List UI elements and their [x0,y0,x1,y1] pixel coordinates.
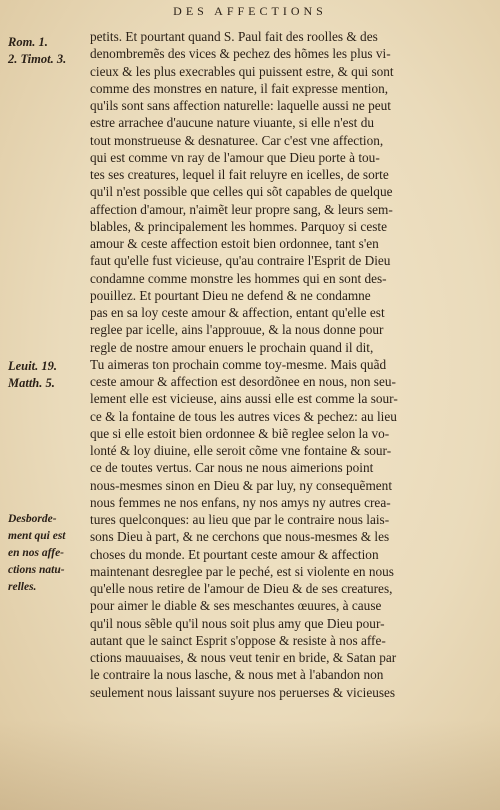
text-line: tures quelconques: au lieu que par le contraire nous lais- [90,512,390,527]
margin-note-desbordement [8,511,66,596]
text-line: comme des monstres en nature, il fait expresse mention, [90,80,389,96]
text-line: le contraire la nous lasche, & nous met à l'abandon non [90,667,384,683]
margin-note-line: Leuit. 19. [8,359,57,373]
text-line: nous-mesmes sinon en Dieu & par luy, ny consequẽment [90,477,393,493]
text-line: que si elle estoit bien ordonnee & biẽ reglee selon la vo- [90,425,390,441]
margin-note-rom-timot [8,34,66,68]
margin-note-line: ment qui est [8,530,66,542]
text-line: qu'elle nous retire de l'amour de Dieu & de ses creatures, [90,581,393,596]
text-line: blables, & principalement les hommes. Parquoy si ceste [90,218,387,234]
text-line: ctions mauuaises, & nous veut tenir en bride, & Satan par [90,650,397,665]
text-line: cieux & les plus execrables qui puissent estre, & qui sont [90,63,394,79]
margin-note-line: 2. Timot. 3. [8,52,67,66]
text-line: pour aimer le diable & ses meschantes œuures, à cause [90,598,382,614]
text-line: affection d'amour, n'aimẽt leur propre sang, & leurs sem- [90,201,393,217]
margin-note-leuit-matth [8,358,57,392]
text-line: sons Dieu à part, & ne cerchons que nous-mesmes & les [90,529,390,545]
text-line: denombremẽs des vices & pechez des hõmes les plus vi- [90,46,391,62]
text-line: maintenant desreglee par le peché, est si violente en nous [90,563,394,579]
text-line: Tu aimeras ton prochain comme toy-mesme. Mais quãd [90,356,387,372]
margin-note-line: Matth. 5. [8,376,55,390]
text-line: autant que le sainct Esprit s'oppose & resiste à nos affe- [90,632,386,648]
margin-note-line: Rom. 1. [8,35,48,49]
text-line: faut qu'elle fust vicieuse, qu'au contraire l'Esprit de Dieu [90,253,391,269]
text-line: regle de nostre amour enuers le prochain quand il dit, [90,339,374,355]
margin-note-line: Desborde- [8,513,57,525]
text-line: pouillez. Et pourtant Dieu ne defend & ne condamne [90,287,371,303]
text-line: qu'ils sont sans affection naturelle: laquelle aussi ne peut [90,98,391,113]
running-header: DES AFFECTIONS [173,4,327,18]
text-line: tes ses creatures, lequel il fait reluyre en icelles, de sorte [90,167,389,182]
text-line: ce de toutes vertus. Car nous ne nous aimerions point [90,460,374,476]
text-line: lement elle est vicieuse, ains aussi elle est comme la sour- [90,391,398,407]
margin-note-line: en nos affe- [8,547,65,559]
text-line: qui est comme vn ray de l'amour que Dieu porte à tou- [90,149,380,165]
text-line: pas en sa loy ceste amour & affection, entant qu'elle est [90,305,385,320]
text-line: lonté & loy diuine, elle seroit cõme vne fontaine & sour- [90,443,392,458]
text-line: condamne comme monstre les hommes qui en sont des- [90,270,387,286]
text-line: nous femmes ne nos enfans, ny nos amys ny autres crea- [90,494,391,510]
text-line: tout monstrueuse & desnaturee. Car c'est vne affection, [90,132,384,148]
text-line: choses du monde. Et pourtant ceste amour & affection [90,546,379,562]
body-text [90,28,465,701]
text-line: petits. Et pourtant quand S. Paul fait des roolles & des [90,29,378,44]
text-line: reglee par icelle, ains l'approuue, & la nous donne pour [90,322,384,338]
text-line: ceste amour & affection est desordõnee en nous, non seu- [90,374,396,389]
text-line: seulement nous laissant suyure nos peruerses & vicieuses [90,684,396,700]
text-line: qu'il nous sẽble qu'il nous soit plus amy que Dieu pour- [90,615,385,631]
margin-note-line: relles. [8,581,37,593]
text-line: ce & la fontaine de tous les autres vices & pechez: au lieu [90,408,397,424]
page-edge-shadow [0,720,500,810]
text-line: qu'il n'est possible que celles qui sõt capables de quelque [90,184,393,200]
text-line: amour & ceste affection estoit bien ordonnee, tant s'en [90,236,379,251]
text-line: estre arrachee d'aucune nature viuante, si elle n'est du [90,115,374,131]
margin-note-line: ctions natu- [8,564,65,576]
